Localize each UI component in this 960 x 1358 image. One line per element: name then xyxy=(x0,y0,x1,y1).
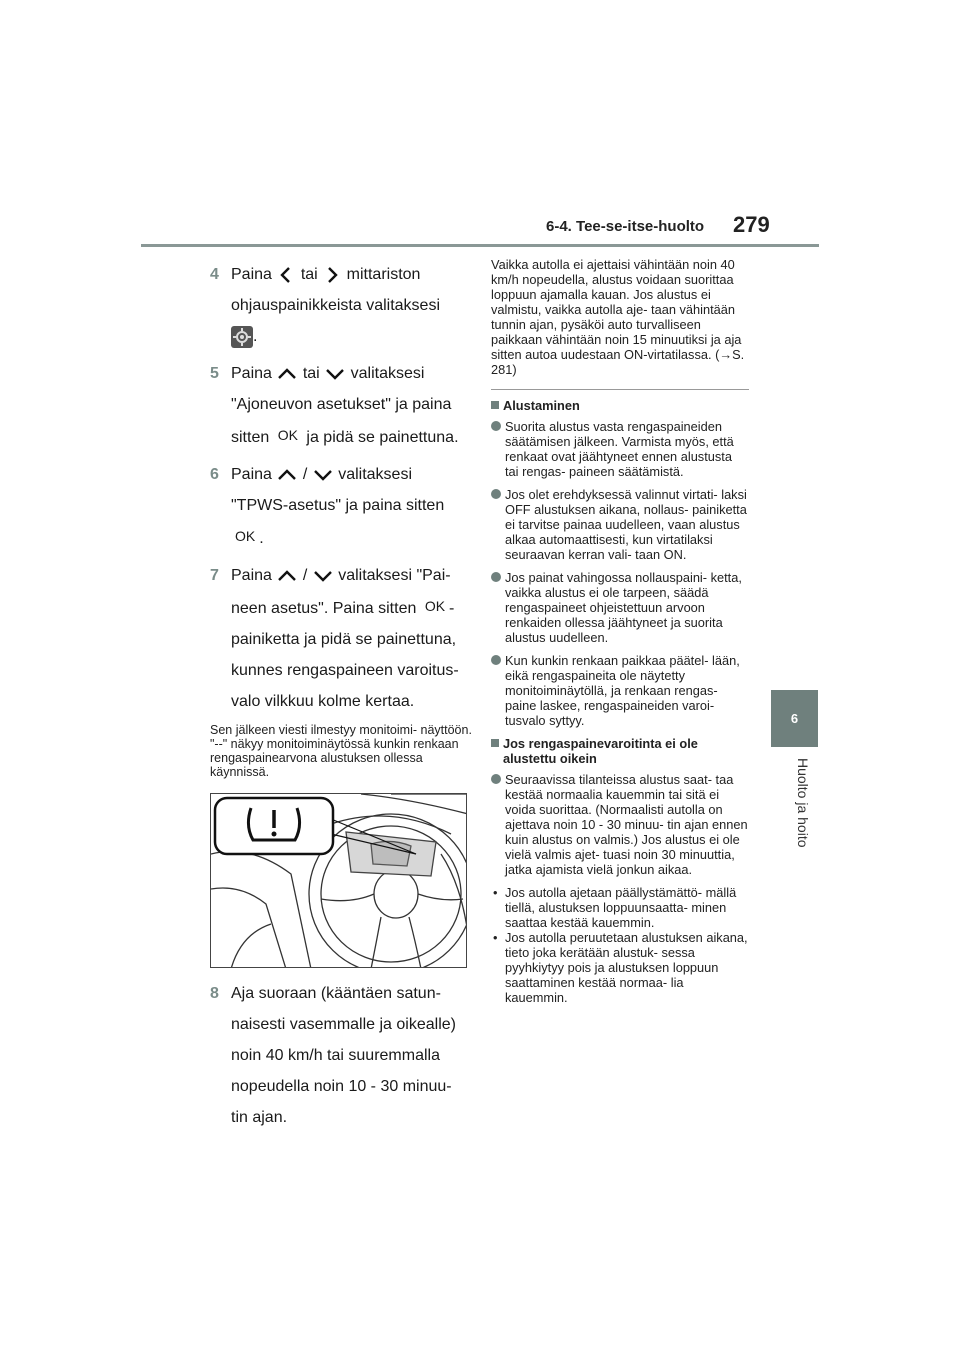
list-item xyxy=(491,487,749,562)
ok-button-icon: OK xyxy=(277,427,298,443)
step-text: / xyxy=(302,466,308,483)
step-text: Paina xyxy=(231,466,272,483)
left-column xyxy=(210,259,475,1139)
settings-gear-icon xyxy=(231,326,253,348)
step-text: Paina xyxy=(231,365,272,382)
list-item xyxy=(491,653,749,728)
sub-list-item-text: Jos autolla peruutetaan alustuksen aikana, tieto joka kerätään alustuk- sessa pyyhkiytyy pois ja alustuksen loppuun saattaminen kestää normaa- lia kauemmin. xyxy=(505,930,748,1005)
step-text: . xyxy=(253,328,258,345)
step-text: tai xyxy=(302,365,320,382)
circle-bullet-icon xyxy=(491,774,501,784)
step-text: mittariston xyxy=(346,266,421,283)
intro-paragraph: Vaikka autolla ei ajettaisi vähintään noin 40 km/h nopeudella, alustus voidaan suorittaa loppuun ajamalla kauan. Jos alustus ei valmistu, vaikka autolla aje- taan vähintään tunnin ajan, pysäköi auto turvalliseen paikkaan vähintään noin 15 minuutiksi ja aja sitten autoa uudestaan ON-virtatilassa. (→S. 281) xyxy=(491,257,745,377)
step-text: valo vilkkuu kolme kertaa. xyxy=(231,693,415,710)
step-text: naisesti vasemmalle ja oikealle) xyxy=(231,1016,456,1033)
step-text: neen asetus". Paina sitten xyxy=(231,600,417,617)
chevron-down-icon xyxy=(312,568,334,584)
section-heading-text: Alustaminen xyxy=(503,398,580,413)
step-text: ja pidä se painettuna. xyxy=(306,429,459,446)
chevron-up-icon xyxy=(276,366,298,382)
square-bullet-icon xyxy=(491,739,499,747)
step-8 xyxy=(210,978,475,1133)
step-number: 6 xyxy=(210,466,219,483)
step-text: valitaksesi xyxy=(338,466,412,483)
sub-list-item-text: Jos autolla ajetaan päällystämättö- mällä tiellä, alustuksen loppuunsaatta- minen saattaa kestää kauemmin. xyxy=(505,885,737,930)
step-text: ohjauspainikkeista valitaksesi xyxy=(231,297,440,314)
step-number: 8 xyxy=(210,985,219,1002)
step-7 xyxy=(210,560,475,717)
list-item-text: Jos painat vahingossa nollauspaini- ketta, vaikka alustus ei ole tarpeen, säädä rengaspaineet ohjeistettuun arvoon renkaiden ollessa jäähtyneet ja suorita alustus uudelleen. xyxy=(505,570,742,645)
step-4 xyxy=(210,259,475,352)
section-heading xyxy=(491,398,749,413)
step-text: - xyxy=(449,600,455,617)
section-divider xyxy=(491,389,749,390)
step-text: Paina xyxy=(231,266,272,283)
section-heading xyxy=(491,736,749,766)
step-note: Sen jälkeen viesti ilmestyy monitoimi- näyttöön. "--" näkyy monitoiminäytössä kunkin renkaan rengaspainearvona alustuksen ollessa käynnissä. xyxy=(210,723,472,779)
step-number: 7 xyxy=(210,567,219,584)
section-heading-text: Jos rengaspainevaroitinta ei ole alustettu oikein xyxy=(503,736,698,766)
step-text: tai xyxy=(300,266,318,283)
step-text: "TPWS-asetus" ja paina sitten xyxy=(231,497,445,514)
sub-bullet: • xyxy=(493,885,498,900)
step-6 xyxy=(210,459,475,554)
step-text: painiketta ja pidä se painettuna, xyxy=(231,631,457,648)
page-number: 279 xyxy=(733,212,770,237)
section-title: 6-4. Tee-se-itse-huolto xyxy=(546,218,705,235)
sub-list-item xyxy=(491,885,749,930)
step-text: noin 40 km/h tai suuremmalla xyxy=(231,1047,440,1064)
list-item xyxy=(491,419,749,479)
chevron-up-icon xyxy=(276,467,298,483)
list-item-text: Kun kunkin renkaan paikkaa päätel- lään, eikä rengaspaineita ole näytetty monitoiminäytöllä, ja renkaan rengas- paine laskee, rengaspaineiden varoi- tusvalo syttyy. xyxy=(505,653,740,728)
step-text: Paina xyxy=(231,567,272,584)
tpws-warning-light-illustration xyxy=(211,794,467,968)
step-text: . xyxy=(259,530,264,547)
ok-button-icon: OK xyxy=(235,528,256,544)
square-bullet-icon xyxy=(491,401,499,409)
step-text: valitaksesi "Pai- xyxy=(338,567,451,584)
step-text: "Ajoneuvon asetukset" ja paina xyxy=(231,396,452,413)
step-text: kunnes rengaspaineen varoitus- xyxy=(231,662,459,679)
chevron-left-icon xyxy=(276,265,296,285)
step-5 xyxy=(210,358,475,453)
ok-button-icon: OK xyxy=(424,598,446,614)
header-divider xyxy=(141,244,819,247)
step-text: / xyxy=(302,567,308,584)
list-item xyxy=(491,570,749,645)
circle-bullet-icon xyxy=(491,572,501,582)
circle-bullet-icon xyxy=(491,655,501,665)
step-text: sitten xyxy=(231,429,270,446)
dashboard-illustration xyxy=(210,793,467,968)
chevron-down-icon xyxy=(312,467,334,483)
circle-bullet-icon xyxy=(491,489,501,499)
step-text: tin ajan. xyxy=(231,1109,288,1126)
chevron-right-icon xyxy=(322,265,342,285)
list-item-text: Suorita alustus vasta rengaspaineiden säätämisen jälkeen. Varmista myös, että renkaat ovat jäähtyneet ennen alustusta tai rengas- paineen säätämistä. xyxy=(505,419,734,479)
sub-list-item xyxy=(491,930,749,1005)
chapter-tab[interactable]: 6 xyxy=(771,690,818,747)
chapter-label: Huolto ja hoito xyxy=(795,758,811,848)
chevron-down-icon xyxy=(324,366,346,382)
list-item-text: Jos olet erehdyksessä valinnut virtati- laksi OFF alustuksen aikana, nollaus- painiketta ei tarvitse painaa uudelleen, vaan alustus alkaa automaattisesti, kun virtatilaksi seuraavan kerran vali- taan ON. xyxy=(505,487,747,562)
list-item-text: Seuraavissa tilanteissa alustus saat- taa kestää normaalia kauemmin tai sitä ei voida suorittaa. (Normaalisti autolla on ajettava noin 10 - 30 minuu- tin ajan ennen kuin alustus on valmis.) Jos alustus ei ole vielä valmis ajet- tuasi noin 30 minuuttia, jatka ajamista vielä jonkun aikaa. xyxy=(505,772,748,877)
chevron-up-icon xyxy=(276,568,298,584)
step-text: nopeudella noin 10 - 30 minuu- xyxy=(231,1078,452,1095)
sub-bullet: • xyxy=(493,930,498,945)
step-number: 4 xyxy=(210,266,219,283)
step-text: Aja suoraan (kääntäen satun- xyxy=(231,985,441,1002)
step-text: valitaksesi xyxy=(350,365,425,382)
step-number: 5 xyxy=(210,365,219,382)
list-item xyxy=(491,772,749,877)
circle-bullet-icon xyxy=(491,421,501,431)
right-column xyxy=(491,257,749,1005)
